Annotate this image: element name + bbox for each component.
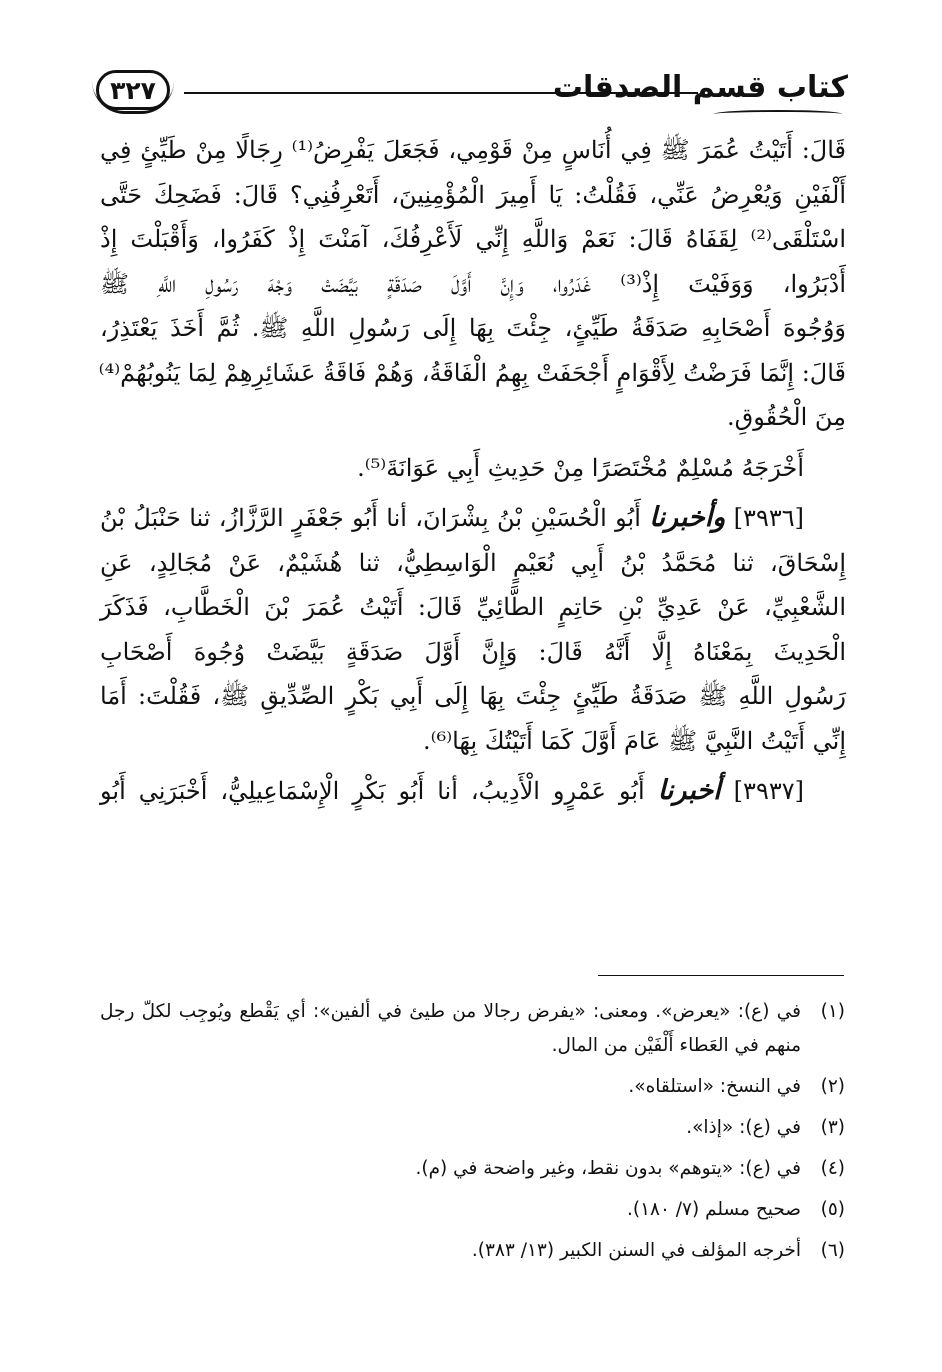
footnote-number: (٥) — [820, 1199, 845, 1220]
text-line: قَالَ: أَتَيْتُ عُمَرَ ﷺ فِي أُنَاسٍ مِنْ قَوْمِي، فَجَعَلَ يَفْرِضُ⁽¹⁾ رِجَالًا مِنْ طَيِّئٍ فِي — [100, 136, 846, 164]
footnote-number: (٤) — [820, 1158, 845, 1179]
text-line: اسْتَلْقَى⁽²⁾ لِقَفَاهُ قَالَ: نَعَمْ وَاللَّهِ إِنِّي لَأَعْرِفُكَ، آمَنْتَ إِذْ كَفَرُوا، وَأَقْبَلْتَ إِذْ — [100, 225, 846, 253]
hadith-number: [٣٩٣٧] — [733, 777, 804, 805]
footnote-text: في النسخ: «استلقاه». — [628, 1076, 801, 1097]
footnote-text: صحيح مسلم (٧/ ١٨٠). — [627, 1199, 801, 1220]
book-title: كتاب قسم الصدقات — [552, 70, 848, 105]
hadith-isnad: أَبُو الْحُسَيْنِ بْنُ بِشْرَانَ، أنا أَبُو جَعْفَرٍ الرَّزَّازُ، ثنا حَنْبَلُ بْنُ — [100, 504, 641, 532]
footnote — [100, 1234, 845, 1268]
text-line: قَالَ: إِنَّمَا فَرَضْتُ لِأَقْوَامٍ أَجْحَفَتْ بِهِمُ الْفَاقَةُ، وَهُمْ فَاقَةُ عَشَائِرِهِمْ لِمَا يَنُوبُهُمْ⁽⁴⁾ — [98, 358, 846, 387]
footnotes — [100, 995, 845, 1275]
page-number: ٣٢٧ — [110, 76, 156, 105]
footnote-text: أخرجه المؤلف في السنن الكبير (١٣/ ٣٨٣). — [471, 1240, 801, 1261]
text-line: أَدْبَرُوا، وَوَفَيْتَ إِذْ⁽³⁾ غَدَرُوا، وَإِنَّ أَوَّلَ صَدَقَةٍ بَيَّضَتْ وَجْهَ رَسُولِ اللَّهِ ﷺ — [100, 269, 847, 298]
hadith-first-line — [100, 769, 846, 814]
title-flourish-ornament — [714, 110, 842, 118]
hadith-number: [٣٩٣٦] — [733, 504, 804, 532]
main-text — [100, 128, 846, 814]
footnote — [100, 1152, 845, 1186]
footnote-text: في (ع): «يتوهم» بدون نقط، وغير واضحة في (م). — [415, 1158, 801, 1179]
hadith-isnad: أَبُو عَمْرٍو الْأَدِيبُ، أنا أَبُو بَكْرٍ الْإِسْمَاعِيلِيُّ، أَخْبَرَنِي أَبُو — [100, 777, 645, 805]
hadith-keyword: أخبرنا — [657, 775, 721, 806]
footnote-number: (٦) — [820, 1240, 845, 1261]
footnote — [100, 1193, 845, 1227]
hadith-3937 — [100, 769, 846, 814]
text-line: وَوُجُوهَ أَصْحَابِهِ صَدَقَةُ طَيِّئٍ، جِئْتَ بِهَا إِلَى رَسُولِ اللَّهِ ﷺ. ثُمَّ أَخَذَ يَعْتَذِرُ، — [100, 314, 846, 342]
text-line: إِسْحَاقَ، ثنا مُحَمَّدُ بْنُ أَبِي نُعَيْمٍ الْوَاسِطِيُّ، ثنا هُشَيْمٌ، عَنْ مُجَالِدٍ، عَنِ — [100, 548, 846, 577]
page-header — [96, 70, 848, 122]
header-rule — [184, 92, 698, 94]
page-number-badge — [96, 70, 170, 110]
text-line: مِنَ الْحُقُوقِ. — [726, 403, 846, 431]
text-line: رَسُولِ اللَّهِ ﷺ صَدَقَةُ طَيِّئٍ جِئْتَ بِهَا إِلَى أَبِي بَكْرٍ الصِّدِّيقِ ﷺ، فَقُلْتَ: أَمَا — [100, 682, 846, 710]
footnote-text: في (ع): «يعرض». ومعنى: «يفرض رجالا من طيئ في ألفين»: أي يَقْطع ويُوجِب لكلّ رجل منهم في العَطاء أَلْفَيْن من المال. — [100, 1001, 801, 1056]
takhrij-paragraph — [100, 446, 846, 491]
footnote-number: (٢) — [820, 1076, 845, 1097]
text-line: الْحَدِيثَ بِمَعْنَاهُ إِلَّا أَنَّهُ قَالَ: وَإِنَّ أَوَّلَ صَدَقَةٍ بَيَّضَتْ وُجُوهَ أَصْحَابِ — [100, 637, 846, 666]
text-line: أَلْفَيْنِ وَيُعْرِضُ عَنِّي، فَقُلْتُ: يَا أَمِيرَ الْمُؤْمِنِينَ، أَتَعْرِفُنِي؟ قَالَ: فَضَحِكَ حَتَّى — [100, 180, 846, 209]
hadith-3936 — [100, 496, 846, 763]
footnote-separator — [598, 975, 844, 976]
footnote — [100, 1070, 845, 1104]
footnote — [100, 1111, 845, 1145]
footnote-text: في (ع): «إذا». — [686, 1117, 801, 1138]
footnote-number: (٣) — [820, 1117, 845, 1138]
text-line: إِنِّي أَتَيْتُ النَّبِيَّ ﷺ عَامَ أَوَّلَ كَمَا أَتَيْتُكَ بِهَا⁽⁶⁾. — [423, 726, 846, 755]
hadith-keyword: وأخبرنا — [649, 502, 726, 533]
footnote-number: (١) — [820, 1001, 845, 1022]
hadith-continuation — [100, 128, 846, 440]
takhrij-text: أَخْرَجَهُ مُسْلِمٌ مُخْتَصَرًا مِنْ حَدِيثِ أَبِي عَوَانَةَ⁽⁵⁾. — [357, 453, 804, 482]
footnote — [100, 995, 845, 1063]
hadith-first-line — [100, 496, 846, 541]
text-line: الشَّعْبِيِّ، عَنْ عَدِيِّ بْنِ حَاتِمٍ الطَّائِيِّ قَالَ: أَتَيْتُ عُمَرَ بْنَ الْخَطَّابِ، فَذَكَرَ — [100, 593, 846, 621]
